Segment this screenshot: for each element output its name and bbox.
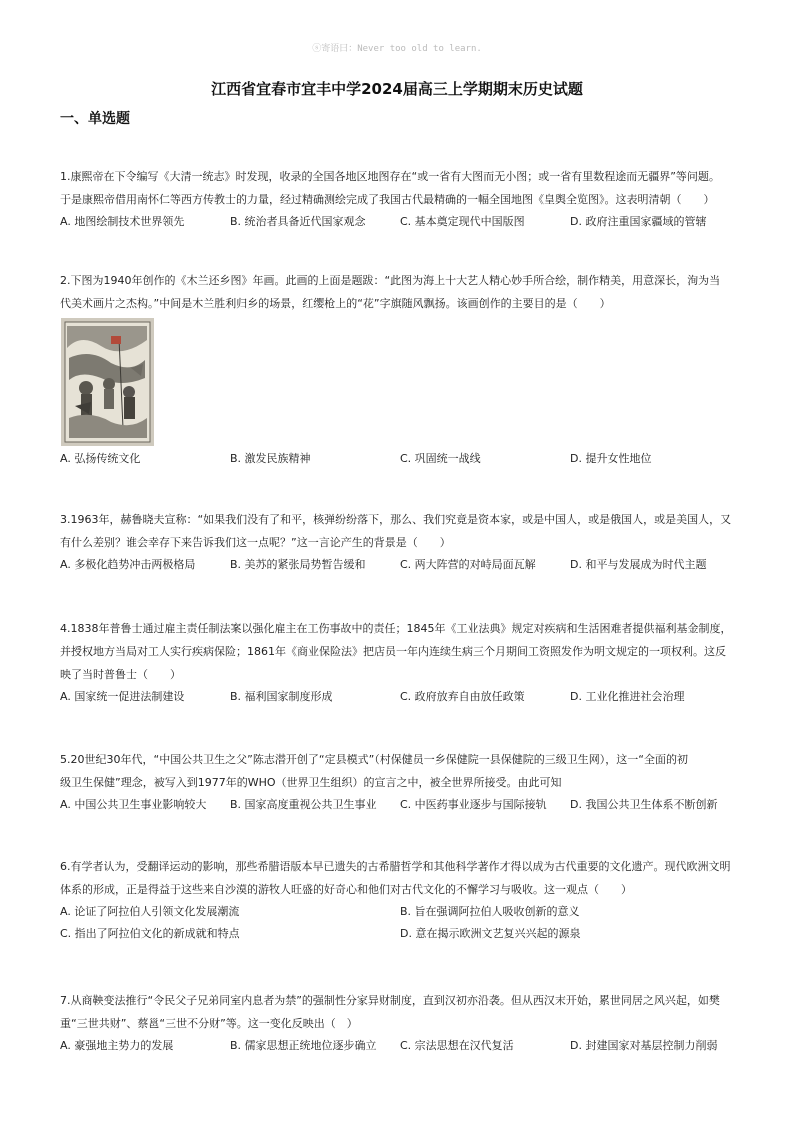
option-a[interactable]: A. 豪强地主势力的发展 (60, 1039, 174, 1052)
question-stem-line: 于是康熙帝借用南怀仁等西方传教士的力量，经过精确测绘完成了我国古代最精确的一幅全国地图《皇舆全览图》。这表明清朝（ ） (60, 193, 715, 206)
question-1 (60, 165, 740, 233)
option-b[interactable]: B. 国家高度重视公共卫生事业 (230, 798, 377, 811)
question-6 (60, 855, 740, 945)
question-3 (60, 508, 740, 576)
option-c[interactable]: C. 巩固统一战线 (400, 452, 481, 465)
question-stem-line: 有什么差别？谁会幸存下来告诉我们这一点呢？”这一言论产生的背景是（ ） (60, 536, 451, 549)
question-stem-line: 重“三世共财”、蔡邕“三世不分财”等。这一变化反映出（ ） (60, 1017, 358, 1030)
question-stem-line: 6.有学者认为，受翻译运动的影响，那些希腊语版本早已遗失的古希腊哲学和其他科学著作才得以成为古代重要的文化遗产。现代欧洲文明 (60, 860, 731, 873)
question-5 (60, 748, 740, 816)
option-b[interactable]: B. 激发民族精神 (230, 452, 311, 465)
option-c[interactable]: C. 中医药事业逐步与国际接轨 (400, 798, 547, 811)
question-4 (60, 617, 740, 708)
option-c[interactable]: C. 两大阵营的对峙局面瓦解 (400, 558, 536, 571)
options (60, 211, 740, 233)
option-d[interactable]: D. 和平与发展成为时代主题 (570, 558, 707, 571)
option-d[interactable]: D. 意在揭示欧洲文艺复兴兴起的源泉 (400, 927, 581, 940)
options (60, 901, 740, 923)
options (60, 554, 740, 576)
option-c[interactable]: C. 基本奠定现代中国版图 (400, 215, 525, 228)
question-2 (60, 269, 740, 470)
option-a[interactable]: A. 论证了阿拉伯人引领文化发展潮流 (60, 905, 240, 918)
option-d[interactable]: D. 政府注重国家疆域的管辖 (570, 215, 707, 228)
question-stem-line: 映了当时普鲁士（ ） (60, 668, 181, 681)
option-d[interactable]: D. 工业化推进社会治理 (570, 690, 685, 703)
option-d[interactable]: D. 我国公共卫生体系不断创新 (570, 798, 718, 811)
question-stem-line: 7.从商鞅变法推行“令民父子兄弟同室内息者为禁”的强制性分家异财制度，直到汉初亦沿袭。但从西汉末开始，累世同居之风兴起，如樊 (60, 994, 720, 1007)
question-stem-line: 4.1838年普鲁士通过雇主责任制法案以强化雇主在工伤事故中的责任；1845年《工业法典》规定对疾病和生活困难者提供福利基金制度， (60, 622, 732, 635)
question-stem-line: 5.20世纪30年代，“中国公共卫生之父”陈志潜开创了“定县模式”（村保健员一乡保健院一县保健院的三级卫生网），这一“全面的初 (60, 753, 688, 766)
option-a[interactable]: A. 多极化趋势冲击两极格局 (60, 558, 196, 571)
option-b[interactable]: B. 儒家思想正统地位逐步确立 (230, 1039, 377, 1052)
question-stem-line: 体系的形成，正是得益于这些来自沙漠的游牧人旺盛的好奇心和他们对古代文化的不懈学习与吸收。这一观点（ ） (60, 883, 632, 896)
options (60, 794, 740, 816)
option-a[interactable]: A. 国家统一促进法制建设 (60, 690, 185, 703)
section-heading: 一、单选题 (60, 111, 130, 127)
painting-image (61, 318, 154, 446)
option-a[interactable]: A. 弘扬传统文化 (60, 452, 141, 465)
option-d[interactable]: D. 封建国家对基层控制力削弱 (570, 1039, 718, 1052)
option-d[interactable]: D. 提升女性地位 (570, 452, 652, 465)
option-c[interactable]: C. 宗法思想在汉代复活 (400, 1039, 514, 1052)
option-b[interactable]: B. 旨在强调阿拉伯人吸收创新的意义 (400, 905, 580, 918)
question-stem-line: 级卫生保健”理念，被写入到1977年的WHO（世界卫生组织）的宣言之中，被全世界所接受。由此可知 (60, 776, 562, 789)
option-c[interactable]: C. 政府放弃自由放任政策 (400, 690, 525, 703)
watermark: ⓢ寄语曰：Never too old to learn. (312, 44, 482, 54)
option-b[interactable]: B. 统治者具备近代国家观念 (230, 215, 366, 228)
options (60, 686, 740, 708)
question-stem-line: 并授权地方当局对工人实行疾病保险；1861年《商业保险法》把店员一年内连续生病三个月期间工资照发作为明文规定的一项权利。这反 (60, 645, 726, 658)
options (60, 923, 740, 945)
question-7 (60, 989, 740, 1057)
option-a[interactable]: A. 中国公共卫生事业影响较大 (60, 798, 207, 811)
question-stem-line: 2.下图为1940年创作的《木兰还乡图》年画。此画的上面是题跋：“此图为海上十大艺人精心妙手所合绘，制作精美，用意深长，洵为当 (60, 274, 721, 287)
question-stem-line: 3.1963年，赫鲁晓夫宣称：“如果我们没有了和平，核弹纷纷落下，那么、我们究竟是资本家，或是中国人，或是俄国人，或是美国人，又 (60, 513, 732, 526)
option-c[interactable]: C. 指出了阿拉伯文化的新成就和特点 (60, 927, 240, 940)
page-title: 江西省宜春市宜丰中学2024届高三上学期期末历史试题 (211, 80, 583, 98)
option-b[interactable]: B. 福利国家制度形成 (230, 690, 333, 703)
question-stem-line: 代美术画片之杰构。”中间是木兰胜利归乡的场景，红缨枪上的“花”字旗随风飘扬。该画创作的主要目的是（ ） (60, 297, 611, 310)
question-stem-line: 1.康熙帝在下令编写《大清一统志》时发现，收录的全国各地区地图存在“或一省有大图而无小图；或一省有里数程途而无疆界”等问题。 (60, 170, 720, 183)
options (60, 448, 740, 470)
option-b[interactable]: B. 美苏的紧张局势暂告缓和 (230, 558, 366, 571)
options (60, 1035, 740, 1057)
option-a[interactable]: A. 地图绘制技术世界领先 (60, 215, 185, 228)
